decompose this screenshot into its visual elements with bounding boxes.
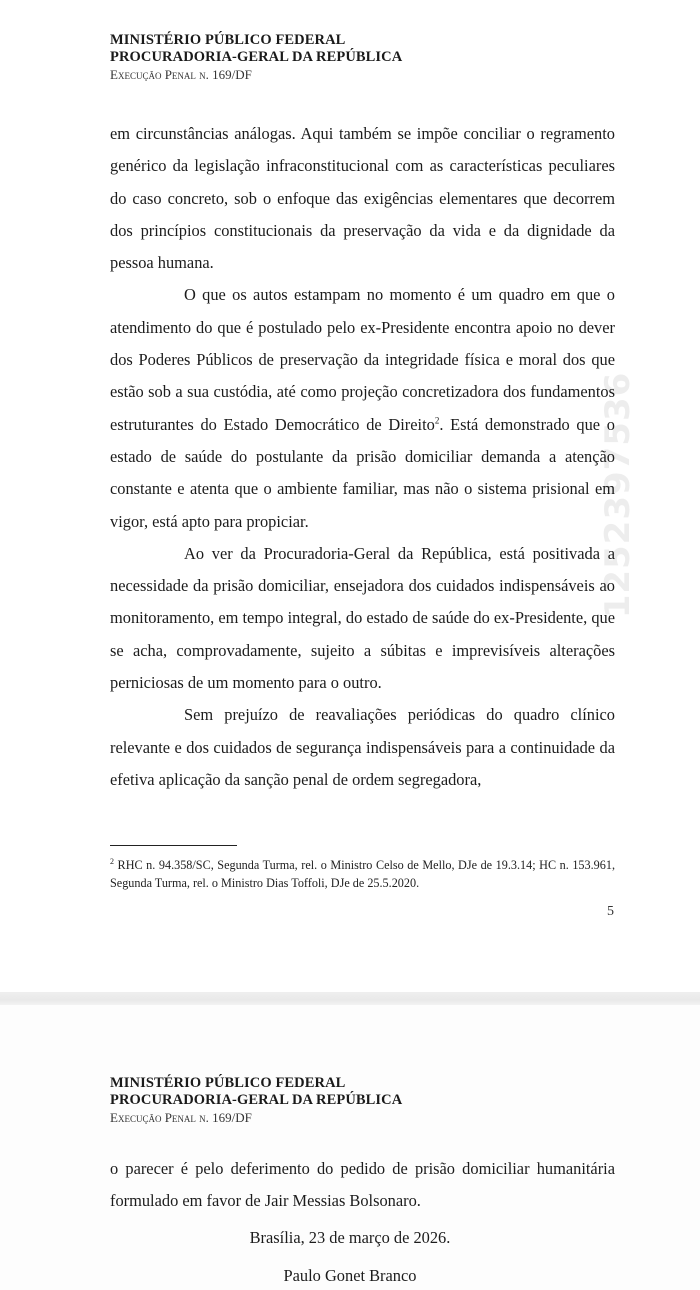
page-header <box>110 32 402 83</box>
header-case-number: Execução Penal n. 169/DF <box>110 67 252 82</box>
signature-name: Paulo Gonet Branco <box>283 1266 417 1285</box>
document-page-6 <box>0 1005 700 1290</box>
footnote-text: RHC n. 94.358/SC, Segunda Turma, rel. o Ministro Celso de Mello, DJe de 19.3.14; HC n. 153.961, Segunda Turma, rel. o Ministro Dias Toffoli, DJe de 25.5.2020. <box>110 858 615 891</box>
footnote-reference[interactable]: 2 <box>434 415 440 426</box>
header-institution: MINISTÉRIO PÚBLICO FEDERAL <box>110 32 346 48</box>
paragraph: Sem prejuízo de reavaliações periódicas do quadro clínico relevante e dos cuidados de segurança indispensáveis para a continuidade da efetiva aplicação da sanção penal de ordem segregadora, <box>110 705 615 789</box>
page-number: 5 <box>607 904 614 919</box>
paragraph: Ao ver da Procuradoria-Geral da República, está positivada a necessidade da prisão domiciliar, ensejadora dos cuidados indispensáveis ao monitoramento, em tempo integral, do estado de saúde do ex-Presidente, que se acha, comprovadamente, sujeito a súbitas e imprevisíveis alterações perniciosas de um momento para o outro. <box>110 543 615 693</box>
page-header <box>110 1075 402 1126</box>
page-body <box>110 118 615 796</box>
header-institution: MINISTÉRIO PÚBLICO FEDERAL <box>110 1075 346 1091</box>
paragraph-text: O que os autos estampam no momento é um quadro em que o atendimento do que é postulado pelo ex-Presidente encontra apoio no dever dos Poderes Públicos de preservação da integridade física e moral dos que estão sob a sua custódia, até como projeção concretizadora dos fundamentos estruturantes do Estado Democrático de Direito <box>110 285 615 434</box>
footnote-marker: 2 <box>110 857 114 866</box>
header-department: PROCURADORIA-GERAL DA REPÚBLICA <box>110 1092 403 1108</box>
paragraph: o parecer é pelo deferimento do pedido de prisão domiciliar humanitária formulado em favor de Jair Messias Bolsonaro. <box>110 1159 615 1211</box>
paragraph <box>110 279 615 537</box>
date-line: Brasília, 23 de março de 2026. <box>249 1228 451 1247</box>
page-body <box>110 1153 615 1218</box>
paragraph: em circunstâncias análogas. Aqui também se impõe conciliar o regramento genérico da legislação infraconstitucional com as características peculiares do caso concreto, sob o enfoque das exigências elementares que decorrem dos princípios constitucionais da preservação da vida e da dignidade da pessoa humana. <box>110 124 615 273</box>
watermark-text: 1252397536 <box>598 371 638 619</box>
footnote <box>110 853 615 892</box>
page-separator <box>0 992 700 1005</box>
paragraph-text-continued: . Está demonstrado que o estado de saúde do postulante da prisão domiciliar demanda a atenção constante e atenta que o ambiente familiar, mas não o sistema prisional em vigor, está apto para propiciar. <box>110 414 615 531</box>
footnote-divider <box>110 845 237 846</box>
header-case-number: Execução Penal n. 169/DF <box>110 1110 252 1125</box>
header-department: PROCURADORIA-GERAL DA REPÚBLICA <box>110 49 403 65</box>
